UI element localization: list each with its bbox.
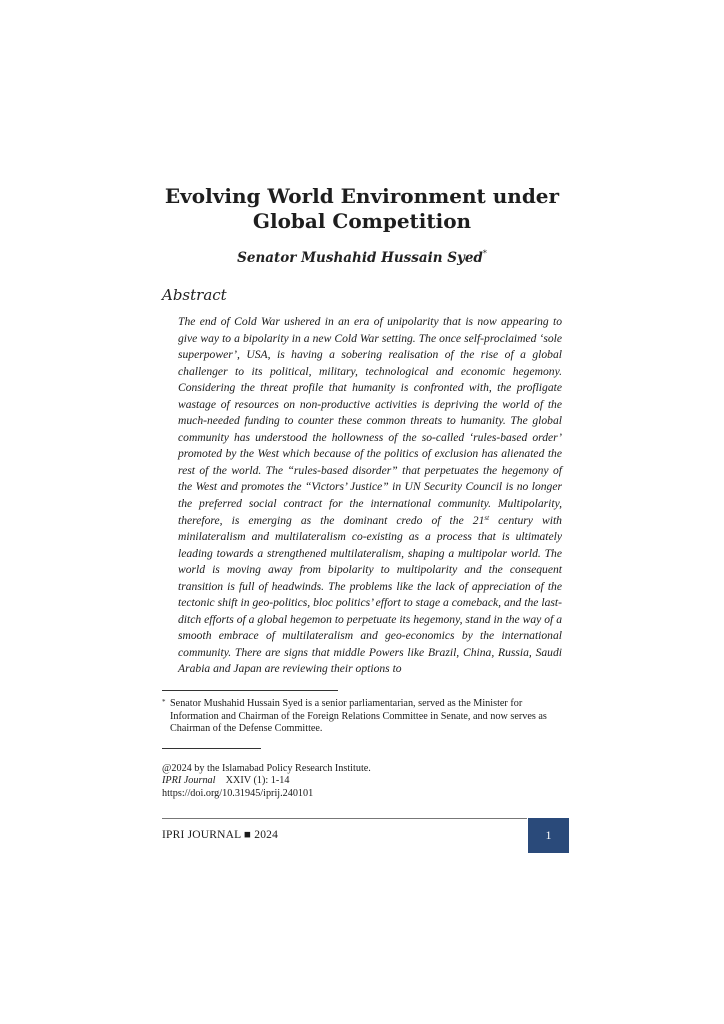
abstract-text-part1: The end of Cold War ushered in an era of unipolarity that is now appearing to give way to a bipolarity in a new Cold War setting. The once self-proclaimed ‘sole superpower’, USA, is having a sobering realisation of the rise of a global challenger to its political, military, technological and economic hegemony. Considering the threat profile that humanity is confronted with, the profligate wastage of resources on non-productive activities is depriving the world of the much-needed funding to counter these common threats to humanity. The global community has understood the hollowness of the so-called ‘rules-based order’ promoted by the West which because of the politics of exclusion has alienated the rest of the world. The “rules-based disorder” that perpetuates the hegemony of the West and promotes the “Victors’ Justice” in UN Security Council is no longer the preferred social contract for the international community. Multipolarity, therefore, is emerging as the dominant credo of the 21	[178, 315, 562, 527]
footer-year: 2024	[254, 829, 279, 841]
running-footer	[162, 829, 278, 841]
article-title: Evolving World Environment under Global Competition	[164, 184, 560, 233]
journal-volume: XXIV (1): 1-14	[225, 775, 290, 787]
footnote-text: Senator Mushahid Hussain Syed is a senior parliamentarian, served as the Minister for Information and Chairman of the Foreign Relations Committee in Senate, and now serves as Chairman of the Defense Committee.	[170, 698, 547, 734]
page-number: 1	[528, 818, 569, 853]
journal-name: IPRI Journal	[162, 775, 216, 787]
footer-journal: IPRI JOURNAL	[162, 829, 241, 841]
abstract-text-part2: century with minilateralism and multilateralism co-existing as a process that is ultimately leading towards a strengthened multilateralism, shaping a multipolar world. The world is moving away from bipolarity to multipolarity and the consequent transition is full of headwinds. The problems like the lack of appreciation of the tectonic shift in geo-politics, bloc politics’ effort to stage a comeback, and the last-ditch efforts of a global hegemon to perpetuate its hegemony, stand in the way of a smooth embrace of multilateralism and geo-economics by the international community. There are signs that middle Powers like Brazil, China, Russia, Saudi Arabia and Japan are reviewing their options to	[178, 513, 562, 676]
abstract-superscript: st	[484, 513, 490, 522]
copyright-line: @2024 by the Islamabad Policy Research Institute.	[162, 763, 371, 774]
author-name: Senator Mushahid Hussain Syed	[237, 250, 483, 266]
abstract-heading: Abstract	[162, 286, 227, 304]
footer-separator: ■	[244, 829, 252, 841]
footnote-divider	[162, 690, 338, 691]
publication-divider	[162, 748, 261, 749]
abstract-body	[178, 314, 562, 678]
author-footnote	[162, 698, 564, 736]
publication-info	[162, 763, 371, 800]
footer-rule	[162, 818, 527, 819]
footnote-mark: *	[162, 698, 166, 706]
journal-citation	[162, 775, 371, 787]
author-footnote-mark: *	[482, 249, 487, 258]
author-line	[160, 249, 564, 266]
doi-link[interactable]: https://doi.org/10.31945/iprij.240101	[162, 787, 314, 799]
